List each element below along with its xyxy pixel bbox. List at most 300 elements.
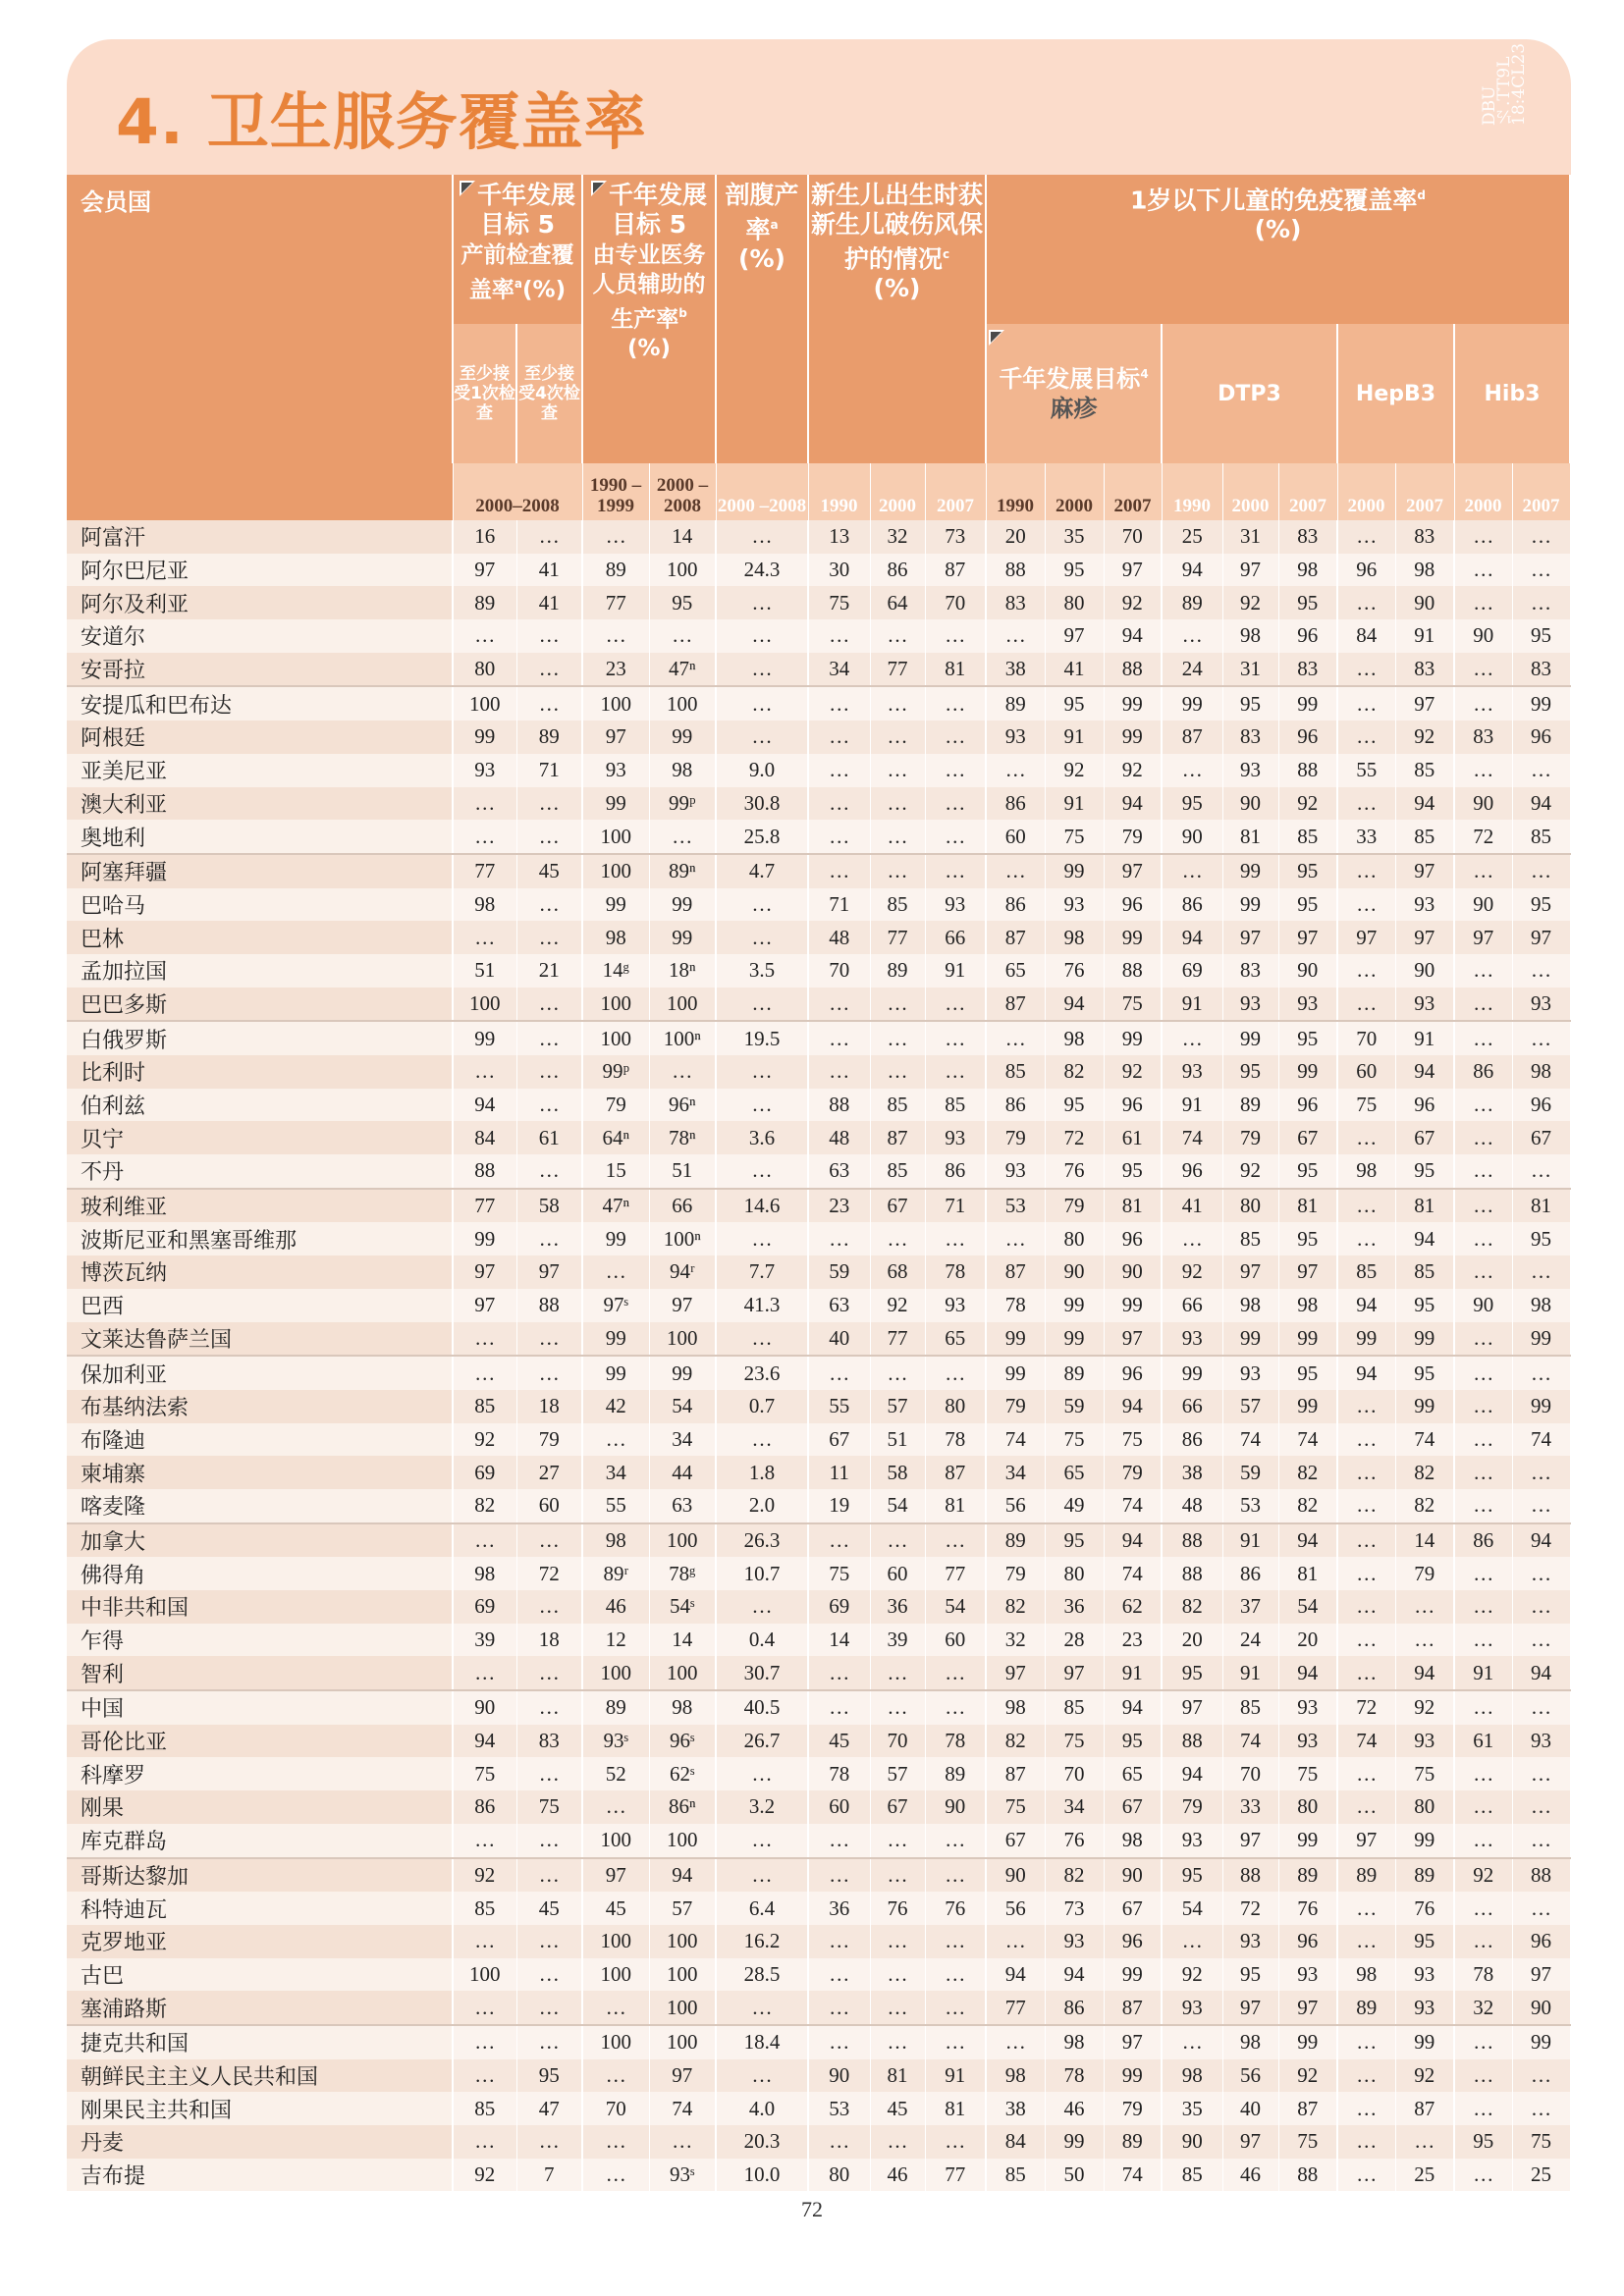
col-anc-1: 至少接受1次检查 [453, 324, 516, 463]
table-cell: … [1454, 2059, 1512, 2093]
table-row [67, 1021, 1570, 1055]
table-cell: 99 [1222, 1021, 1278, 1055]
table-cell: 39 [453, 1624, 516, 1657]
table-cell: 77 [582, 586, 649, 619]
table-cell: … [1454, 2025, 1512, 2059]
table-cell: 97 [1512, 1958, 1570, 1992]
table-cell: … [1454, 2159, 1512, 2192]
year-col: 2007 [1395, 463, 1454, 520]
table-cell: 88 [1512, 1858, 1570, 1893]
table-cell: 90 [1512, 1991, 1570, 2025]
table-cell: 99 [582, 1356, 649, 1390]
table-cell: … [516, 1356, 582, 1390]
table-cell: 98 [1337, 1958, 1395, 1992]
table-cell: 91 [1104, 1656, 1162, 1690]
mdg-marker-icon [460, 181, 475, 196]
table-cell: 92 [1104, 1055, 1162, 1089]
table-cell: … [870, 1858, 925, 1893]
table-cell: 69 [453, 1456, 516, 1489]
mdg4-label: 千年发展目标 [999, 365, 1141, 393]
table-cell: … [1395, 1590, 1454, 1624]
country-name: 吉布提 [67, 2159, 453, 2192]
table-cell: … [1162, 2025, 1222, 2059]
table-cell: 93 [1162, 1824, 1222, 1858]
table-cell: … [925, 1991, 986, 2025]
table-cell: … [516, 1824, 582, 1858]
table-cell: 98 [1162, 2059, 1222, 2093]
table-cell: … [1454, 954, 1512, 988]
table-cell: 96 [1104, 888, 1162, 922]
country-name: 布隆迪 [67, 1423, 453, 1457]
table-cell: 83 [1222, 721, 1278, 754]
table-cell: 99 [1278, 1322, 1337, 1357]
table-cell: 81 [1278, 1189, 1337, 1223]
table-cell: … [1512, 1824, 1570, 1858]
table-cell: 99 [1278, 1824, 1337, 1858]
page-title: 4. 卫生服务覆盖率 [116, 86, 647, 158]
table-cell: … [1337, 854, 1395, 888]
country-name: 智利 [67, 1656, 453, 1690]
table-cell: 86ⁿ [649, 1790, 716, 1824]
table-cell: 82 [1278, 1456, 1337, 1489]
table-cell: 16.2 [716, 1925, 808, 1958]
table-cell: 94 [1512, 787, 1570, 821]
table-cell: 85 [925, 1089, 986, 1122]
table-cell: 25 [1162, 520, 1222, 554]
table-cell: 97 [1045, 619, 1104, 653]
table-cell: 92 [1045, 754, 1104, 787]
table-cell: 97 [1104, 1322, 1162, 1357]
table-cell: 71 [516, 754, 582, 787]
table-cell: 95 [1104, 1725, 1162, 1758]
table-cell: 65 [1104, 1757, 1162, 1790]
table-cell: 83 [986, 586, 1045, 619]
table-row [67, 1189, 1570, 1223]
table-cell: … [986, 1925, 1045, 1958]
table-cell: 83 [1222, 954, 1278, 988]
table-cell: 93 [1395, 1958, 1454, 1992]
table-cell: … [516, 1958, 582, 1992]
table-cell: 74 [1395, 1423, 1454, 1457]
table-cell: … [1337, 1222, 1395, 1255]
table-cell: 95 [1278, 1222, 1337, 1255]
table-cell: 97 [1278, 1255, 1337, 1289]
table-cell: 54ˢ [649, 1590, 716, 1624]
table-cell: 93 [1278, 988, 1337, 1022]
table-cell: 83 [1278, 520, 1337, 554]
table-cell: … [453, 820, 516, 854]
country-name: 佛得角 [67, 1557, 453, 1590]
table-cell: 93 [1222, 754, 1278, 787]
table-cell: … [925, 754, 986, 787]
table-cell: 67 [986, 1824, 1045, 1858]
table-cell: 89ʳ [582, 1557, 649, 1590]
table-row [67, 1958, 1570, 1992]
table-cell: 82 [1045, 1858, 1104, 1893]
table-cell: 81 [925, 1489, 986, 1523]
table-cell: 72 [1045, 1121, 1104, 1154]
table-cell: 86 [870, 554, 925, 587]
table-cell: 94 [1512, 1656, 1570, 1690]
table-cell: 94 [1512, 1523, 1570, 1558]
country-name: 科摩罗 [67, 1757, 453, 1790]
country-name: 刚果 [67, 1790, 453, 1824]
table-cell: … [516, 1656, 582, 1690]
country-name: 古巴 [67, 1958, 453, 1992]
table-cell: 94 [1162, 921, 1222, 954]
table-cell: 79 [986, 1390, 1045, 1423]
table-cell: 23.6 [716, 1356, 808, 1390]
table-cell: … [1395, 1624, 1454, 1657]
table-cell: … [716, 686, 808, 721]
table-cell: 89 [1222, 1089, 1278, 1122]
table-cell: 90 [1162, 2125, 1222, 2159]
table-cell: 90 [1454, 1289, 1512, 1322]
table-cell: 90 [1045, 1255, 1104, 1289]
mdg-marker-icon [989, 330, 1004, 346]
table-cell: … [1337, 2025, 1395, 2059]
table-cell: … [1512, 754, 1570, 787]
table-cell: 57 [1222, 1390, 1278, 1423]
year-col: 2007 [1278, 463, 1337, 520]
table-cell: … [870, 1824, 925, 1858]
table-cell: 97 [1222, 554, 1278, 587]
country-name: 捷克共和国 [67, 2025, 453, 2059]
table-cell: 89 [1278, 1858, 1337, 1893]
table-cell: 75 [986, 1790, 1045, 1824]
table-cell: 62ˢ [649, 1757, 716, 1790]
table-cell: 87 [870, 1121, 925, 1154]
table-cell: … [1512, 2059, 1570, 2093]
table-cell: … [516, 520, 582, 554]
table-cell: 100 [582, 854, 649, 888]
table-cell: 32 [870, 520, 925, 554]
table-cell: 79 [1104, 820, 1162, 854]
table-cell: 100 [649, 1523, 716, 1558]
skilled-birth-label: 由专业医务人员辅助的生产率 [592, 242, 706, 333]
table-cell: 71 [808, 888, 870, 922]
table-cell: … [925, 1021, 986, 1055]
table-row [67, 954, 1570, 988]
table-cell: 99 [1395, 2025, 1454, 2059]
table-cell: … [808, 686, 870, 721]
table-cell: … [1454, 1624, 1512, 1657]
table-cell: 87 [1104, 1991, 1162, 2025]
table-cell: … [870, 1055, 925, 1089]
table-cell: … [808, 754, 870, 787]
table-cell: 77 [986, 1991, 1045, 2025]
table-cell: 48 [808, 921, 870, 954]
table-cell: 89 [582, 554, 649, 587]
table-cell: 100 [582, 1824, 649, 1858]
table-cell: 100 [582, 2025, 649, 2059]
table-cell: 78ⁿ [649, 1121, 716, 1154]
country-name: 刚果民主共和国 [67, 2092, 453, 2125]
table-cell: 80 [1222, 1189, 1278, 1223]
table-cell: 95 [1162, 1656, 1222, 1690]
table-cell: 95 [1454, 2125, 1512, 2159]
table-cell: 96 [1104, 1925, 1162, 1958]
table-cell: 42 [582, 1390, 649, 1423]
table-cell: 41 [516, 554, 582, 587]
table-cell: … [716, 988, 808, 1022]
table-row [67, 2159, 1570, 2192]
table-cell: … [1337, 653, 1395, 687]
table-cell: … [870, 1958, 925, 1992]
table-cell: 92 [453, 2159, 516, 2192]
table-row [67, 1055, 1570, 1089]
table-cell: 96ˢ [649, 1725, 716, 1758]
table-cell: 79 [1395, 1557, 1454, 1590]
table-cell: 24 [1222, 1624, 1278, 1657]
table-cell: 96 [1337, 554, 1395, 587]
table-cell: 89 [1395, 1858, 1454, 1893]
table-cell: 73 [925, 520, 986, 554]
table-cell: … [925, 820, 986, 854]
table-cell: 89 [1162, 586, 1222, 619]
table-cell: 75 [1045, 1423, 1104, 1457]
table-cell: 92 [1104, 754, 1162, 787]
table-cell: 99 [1045, 2125, 1104, 2159]
table-cell: 74 [1278, 1423, 1337, 1457]
table-cell: 80 [1045, 1222, 1104, 1255]
country-name: 阿尔巴尼亚 [67, 554, 453, 587]
table-row [67, 686, 1570, 721]
table-cell: … [716, 520, 808, 554]
table-cell: … [716, 1222, 808, 1255]
table-cell: … [1337, 1557, 1395, 1590]
table-cell: 28.5 [716, 1958, 808, 1992]
table-cell: … [1454, 1322, 1512, 1357]
table-cell: 48 [808, 1121, 870, 1154]
table-cell: 23 [582, 653, 649, 687]
table-cell: … [716, 586, 808, 619]
table-cell: 97 [1454, 921, 1512, 954]
table-cell: … [1454, 1590, 1512, 1624]
table-cell: 78ᵍ [649, 1557, 716, 1590]
table-cell: … [1512, 520, 1570, 554]
table-cell: 90 [1395, 586, 1454, 619]
table-cell: 94 [1278, 1656, 1337, 1690]
table-cell: 14ᵍ [582, 954, 649, 988]
table-cell: 97ˢ [582, 1289, 649, 1322]
table-cell: … [516, 686, 582, 721]
table-cell: 81 [1278, 1557, 1337, 1590]
table-cell: 94 [1162, 554, 1222, 587]
country-name: 比利时 [67, 1055, 453, 1089]
table-cell: 10.0 [716, 2159, 808, 2192]
table-cell: 95 [649, 586, 716, 619]
table-cell: … [925, 1523, 986, 1558]
table-cell: … [1454, 2092, 1512, 2125]
table-cell: … [1512, 1690, 1570, 1725]
table-cell: … [808, 1690, 870, 1725]
table-cell: 98 [1222, 1289, 1278, 1322]
table-cell: 18 [516, 1624, 582, 1657]
table-cell: 98 [1395, 554, 1454, 587]
year-col: 2000 [1222, 463, 1278, 520]
country-name: 安哥拉 [67, 653, 453, 687]
table-cell: 98 [1045, 1021, 1104, 1055]
table-cell: 85 [1337, 1255, 1395, 1289]
table-cell: 88 [1104, 954, 1162, 988]
country-name: 塞浦路斯 [67, 1991, 453, 2025]
table-cell: 77 [453, 1189, 516, 1223]
table-cell: 90 [1454, 619, 1512, 653]
table-cell: 26.7 [716, 1725, 808, 1758]
table-cell: 99 [1512, 686, 1570, 721]
table-cell: … [1162, 619, 1222, 653]
country-name: 中非共和国 [67, 1590, 453, 1624]
table-cell: 55 [582, 1489, 649, 1523]
table-cell: 48 [1162, 1489, 1222, 1523]
table-cell: 27 [516, 1456, 582, 1489]
table-cell: 12 [582, 1624, 649, 1657]
country-name: 布基纳法索 [67, 1390, 453, 1423]
table-cell: … [925, 1925, 986, 1958]
table-cell: … [870, 1356, 925, 1390]
table-cell: 4.7 [716, 854, 808, 888]
table-cell: 96 [1162, 1154, 1222, 1189]
table-cell: 87 [986, 1757, 1045, 1790]
table-cell: 86 [1454, 1523, 1512, 1558]
table-cell: … [1454, 1356, 1512, 1390]
table-cell: … [1162, 1222, 1222, 1255]
table-cell: 85 [1222, 1690, 1278, 1725]
country-name: 博茨瓦纳 [67, 1255, 453, 1289]
table-cell: 76 [1045, 1824, 1104, 1858]
table-cell: 93 [1512, 988, 1570, 1022]
table-row [67, 1892, 1570, 1925]
table-cell: … [808, 988, 870, 1022]
table-cell: 90 [453, 1690, 516, 1725]
table-cell: 34 [808, 653, 870, 687]
table-cell: … [1337, 1189, 1395, 1223]
table-cell: … [716, 1824, 808, 1858]
table-cell: … [453, 921, 516, 954]
table-cell: … [1337, 1790, 1395, 1824]
table-cell: 77 [925, 1557, 986, 1590]
country-name: 白俄罗斯 [67, 1021, 453, 1055]
table-cell: 99 [453, 1021, 516, 1055]
table-cell: 74 [1337, 1725, 1395, 1758]
table-cell: 67 [870, 1189, 925, 1223]
table-row [67, 787, 1570, 821]
table-cell: … [1337, 1925, 1395, 1958]
table-cell: … [716, 721, 808, 754]
table-row [67, 1557, 1570, 1590]
year-col: 2007 [925, 463, 986, 520]
table-cell: 82 [453, 1489, 516, 1523]
table-cell: … [516, 1925, 582, 1958]
table-cell: 96 [1512, 721, 1570, 754]
table-cell: 93 [986, 1154, 1045, 1189]
table-cell: 87 [986, 1255, 1045, 1289]
col-immunization: 1岁以下儿童的免疫覆盖率$^d$ (%) [986, 175, 1570, 324]
table-cell: 85 [1395, 754, 1454, 787]
country-name: 文莱达鲁萨兰国 [67, 1322, 453, 1357]
table-cell: … [582, 619, 649, 653]
table-cell: … [1512, 586, 1570, 619]
year-col: 1990 [808, 463, 870, 520]
table-cell: 99ᵖ [649, 787, 716, 821]
table-cell: … [516, 1154, 582, 1189]
table-cell: 6.4 [716, 1892, 808, 1925]
table-cell: … [1454, 1557, 1512, 1590]
table-cell: 64 [870, 586, 925, 619]
table-cell: … [1512, 854, 1570, 888]
table-cell: … [1512, 1154, 1570, 1189]
table-cell: … [453, 1523, 516, 1558]
table-cell: 77 [870, 1322, 925, 1357]
table-cell: … [1512, 1590, 1570, 1624]
table-cell: 86 [1222, 1557, 1278, 1590]
table-cell: 65 [986, 954, 1045, 988]
table-cell: 94 [1278, 1523, 1337, 1558]
table-cell: 94 [1395, 1222, 1454, 1255]
table-cell: 97 [1337, 1824, 1395, 1858]
table-cell: 95 [1278, 1356, 1337, 1390]
table-cell: 85 [1278, 820, 1337, 854]
table-cell: 33 [1337, 820, 1395, 854]
table-cell: … [870, 1021, 925, 1055]
table-cell: 97 [1337, 921, 1395, 954]
table-cell: … [1454, 1121, 1512, 1154]
table-cell: 93 [1395, 1991, 1454, 2025]
table-cell: 94ʳ [649, 1255, 716, 1289]
table-cell: 87 [925, 554, 986, 587]
table-cell: 69 [1162, 954, 1222, 988]
table-cell: 93 [1395, 1725, 1454, 1758]
table-cell: 76 [1045, 1154, 1104, 1189]
table-cell: … [1512, 1489, 1570, 1523]
table-row [67, 586, 1570, 619]
col-skilled-birth: 千年发展目标 5 由专业医务人员辅助的生产率$^b$ (%) [582, 175, 716, 463]
table-cell: 63 [808, 1154, 870, 1189]
table-cell: 16 [453, 520, 516, 554]
table-cell: 85 [1395, 1255, 1454, 1289]
table-cell: 95 [1045, 1089, 1104, 1122]
table-cell: … [870, 854, 925, 888]
table-cell: 2.0 [716, 1489, 808, 1523]
table-cell: … [716, 888, 808, 922]
table-cell: 99 [1104, 2059, 1162, 2093]
table-row [67, 1656, 1570, 1690]
table-cell: 20 [1278, 1624, 1337, 1657]
table-cell: … [1454, 1892, 1512, 1925]
table-cell: 83 [1512, 653, 1570, 687]
table-cell: 89 [870, 954, 925, 988]
table-row [67, 1222, 1570, 1255]
table-cell: 92 [1395, 721, 1454, 754]
table-cell: … [808, 2025, 870, 2059]
table-cell: 96 [1278, 721, 1337, 754]
table-cell: 97 [453, 1255, 516, 1289]
table-cell: 75 [1045, 1725, 1104, 1758]
table-cell: 67 [1104, 1790, 1162, 1824]
table-cell: 89ⁿ [649, 854, 716, 888]
table-cell: 88 [1278, 2159, 1337, 2192]
table-cell: 96 [1278, 1089, 1337, 1122]
table-cell: … [870, 1656, 925, 1690]
table-cell: … [1454, 1154, 1512, 1189]
table-cell: 98 [1045, 921, 1104, 954]
table-cell: 21 [516, 954, 582, 988]
table-cell: 80 [1045, 1557, 1104, 1590]
table-cell: 81 [925, 653, 986, 687]
table-row [67, 653, 1570, 687]
table-cell: … [925, 2025, 986, 2059]
